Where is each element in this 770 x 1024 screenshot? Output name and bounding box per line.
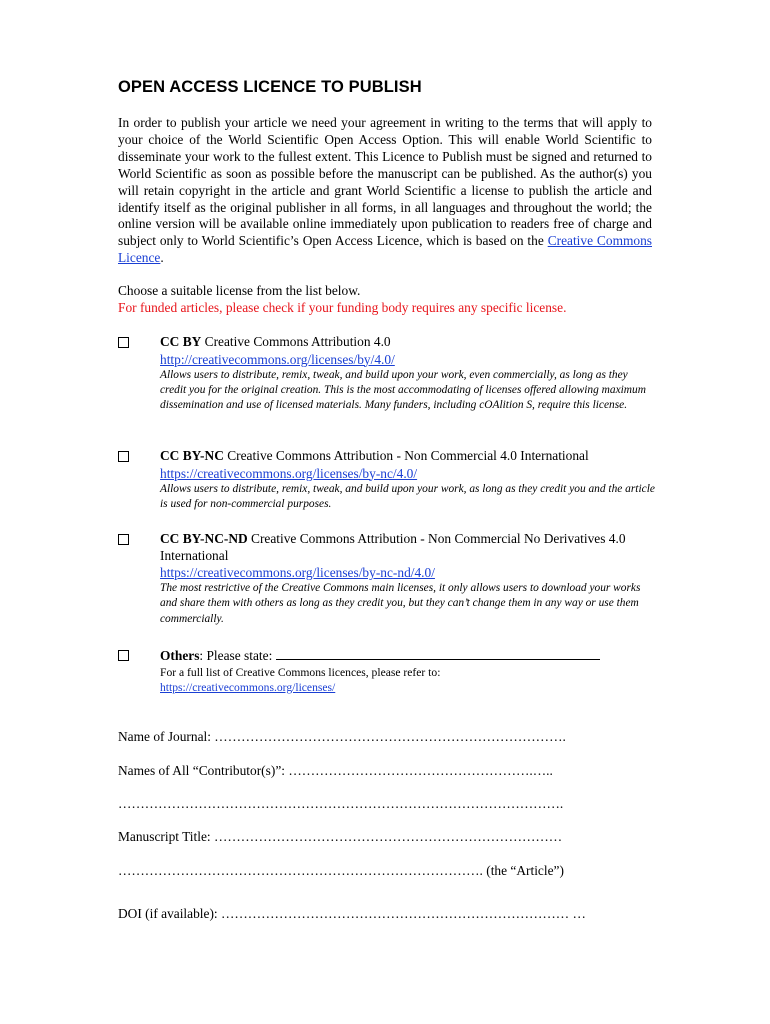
contributors-field-continued[interactable]: ………………………………………………………………………………………. xyxy=(118,796,564,811)
others-label: Others xyxy=(160,648,200,663)
manuscript-title-field-continued[interactable]: ………………………………………………………………………. (the “Article”) xyxy=(118,863,564,878)
others-note: For a full list of Creative Commons licences, please refer to: xyxy=(160,665,441,679)
creative-commons-link[interactable]: Creative Commons Licence xyxy=(118,233,652,266)
choose-text: Choose a suitable license from the list below. xyxy=(118,283,361,298)
cc-by-nc-nd-checkbox[interactable] xyxy=(118,534,129,545)
others-input-line[interactable] xyxy=(276,647,600,660)
others-url[interactable]: https://creativecommons.org/licenses/ xyxy=(160,680,336,694)
cc-by-nc-name: Creative Commons Attribution - Non Commercial 4.0 International xyxy=(223,448,589,463)
choose-instructions xyxy=(118,282,566,316)
page-title: OPEN ACCESS LICENCE TO PUBLISH xyxy=(118,78,422,96)
cc-by-url[interactable]: http://creativecommons.org/licenses/by/4.0/ xyxy=(160,351,395,367)
cc-by-nc-nd-name: Creative Commons Attribution - Non Commercial No Derivatives 4.0 International xyxy=(160,531,626,563)
cc-by-nc-nd-url[interactable]: https://creativecommons.org/licenses/by-nc-nd/4.0/ xyxy=(160,565,435,580)
cc-by-code: CC BY xyxy=(160,334,202,349)
others-state-label: : Please state: xyxy=(199,648,276,663)
intro-paragraph xyxy=(118,115,652,267)
others-checkbox[interactable] xyxy=(118,650,129,661)
cc-by-nc-description: Allows users to distribute, remix, tweak, and build upon your work, as long as they credit you and the article is used for non-commercial purposes. xyxy=(160,482,655,510)
cc-by-name: Creative Commons Attribution 4.0 xyxy=(201,334,391,349)
manuscript-title-field[interactable]: Manuscript Title: …………………………………………………………………… xyxy=(118,829,563,844)
contributors-field[interactable]: Names of All “Contributor(s)”: ……………………………………………….….. xyxy=(118,763,553,778)
cc-by-checkbox[interactable] xyxy=(118,337,129,348)
cc-by-nc-code: CC BY-NC xyxy=(160,448,224,463)
cc-by-nc-nd-description: The most restrictive of the Creative Commons main licenses, it only allows users to download your works and share them with others as long as they credit you, but they can’t change them in any way or use them commercially. xyxy=(160,582,641,625)
intro-text: In order to publish your article we need your agreement in writing to the terms that will apply to your choice of the World Scientific Open Access Option. This will enable World Scientific to disseminate your work to the fullest extent. This Licence to Publish must be signed and returned to World Scientific as soon as possible before the manuscript can be published. As the author(s) you will retain copyright in the article and grant World Scientific a license to publish the article and identify itself as the original publisher in all forms, in all languages and throughout the world; the online version will be available online immediately upon publication to readers free of charge and subject only to World Scientific’s Open Access Licence, which is based on the xyxy=(118,115,652,249)
cc-by-nc-url[interactable]: https://creativecommons.org/licenses/by-nc/4.0/ xyxy=(160,465,418,481)
doi-field[interactable]: DOI (if available): …………………………………………………………………… … xyxy=(118,906,586,921)
intro-end: . xyxy=(160,250,164,266)
cc-by-nc-checkbox[interactable] xyxy=(118,451,129,462)
cc-by-description: Allows users to distribute, remix, tweak, and build upon your work, even commercially, as long as they credit you for the original creation. This is the most accommodating of licenses offered allowing maximum dissemination and use of licensed materials. Many funders, including cOAlition S, require this license. xyxy=(160,368,646,412)
cc-by-nc-nd-code: CC BY-NC-ND xyxy=(160,531,248,546)
funded-warning: For funded articles, please check if your funding body requires any specific license. xyxy=(118,300,567,315)
journal-name-field[interactable]: Name of Journal: ……………………………………………………………………. xyxy=(118,729,566,744)
